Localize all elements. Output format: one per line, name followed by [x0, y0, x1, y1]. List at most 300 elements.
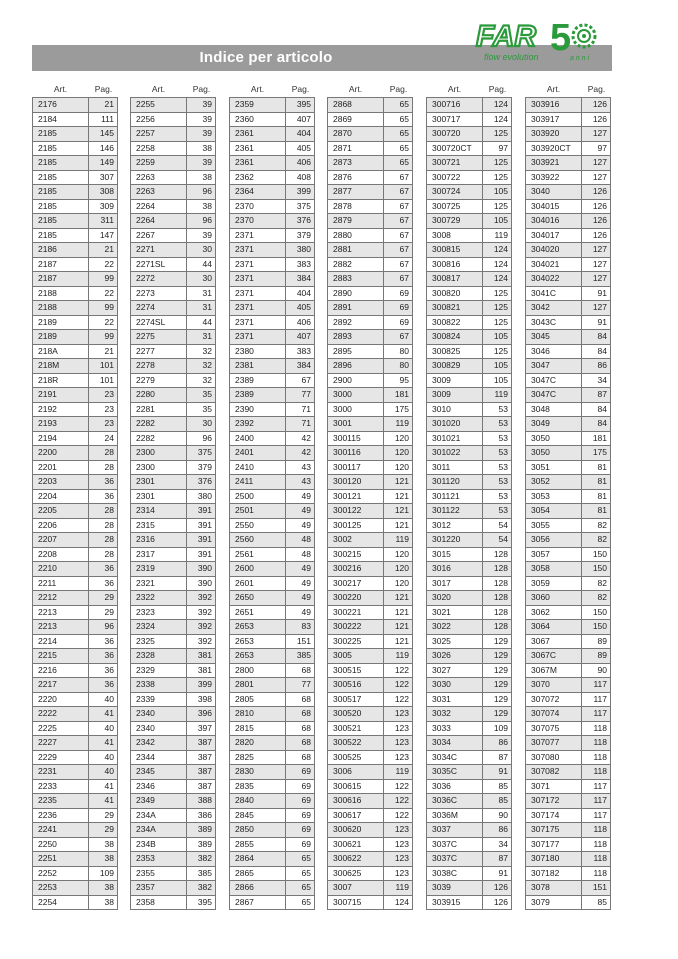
table-row	[526, 446, 610, 461]
table-row	[131, 171, 215, 186]
article-code: 2867	[230, 896, 286, 910]
article-code: 2893	[328, 330, 384, 344]
article-code: 2392	[230, 417, 286, 431]
table-row	[230, 606, 314, 621]
article-code: 300225	[328, 635, 384, 649]
page-number: 67	[399, 171, 409, 182]
page-number: 28	[104, 505, 114, 515]
table-row	[131, 475, 215, 490]
table-row	[230, 635, 314, 650]
article-code: 2323	[131, 606, 187, 620]
article-code: 300120	[328, 475, 384, 489]
table-row	[526, 185, 610, 200]
table-row	[33, 664, 117, 679]
page-number: 122	[394, 664, 409, 675]
page-number: 391	[197, 519, 212, 530]
table-row	[230, 127, 314, 142]
page-number: 125	[493, 128, 508, 138]
table-row	[328, 896, 412, 911]
table-row	[427, 707, 511, 722]
table-row	[427, 780, 511, 795]
table-row	[526, 620, 610, 635]
table-row	[33, 432, 117, 447]
page-number: 81	[597, 461, 607, 472]
page-number: 125	[493, 287, 508, 298]
page-number: 118	[593, 751, 607, 762]
table-row	[230, 200, 314, 215]
page-number: 309	[99, 200, 114, 211]
table-row	[427, 896, 511, 911]
article-code: 307075	[526, 722, 582, 736]
page-number: 71	[301, 418, 311, 428]
table-row	[328, 330, 412, 345]
page-number: 53	[498, 418, 508, 428]
table-row	[33, 388, 117, 403]
table-row	[427, 635, 511, 650]
table-row	[33, 533, 117, 548]
article-code: 2825	[230, 751, 286, 765]
table-row	[33, 229, 117, 244]
page-number: 119	[395, 534, 409, 544]
article-code: 2650	[230, 591, 286, 605]
article-code: 300821	[427, 301, 483, 315]
page-number: 28	[104, 519, 114, 530]
table-row	[328, 432, 412, 447]
page-number: 123	[394, 708, 409, 718]
page-number: 123	[394, 838, 409, 849]
table-row	[131, 490, 215, 505]
table-row	[33, 461, 117, 476]
table-row	[526, 780, 610, 795]
table-row	[328, 214, 412, 229]
page-number: 38	[104, 853, 114, 863]
table-row	[427, 127, 511, 142]
page-number: 383	[296, 345, 311, 356]
page-number: 69	[301, 795, 311, 805]
article-code: 2344	[131, 751, 187, 765]
page-number: 28	[104, 461, 114, 472]
article-code: 300717	[427, 113, 483, 127]
page-number: 38	[202, 200, 212, 211]
page-number: 40	[104, 693, 114, 704]
page-number: 41	[104, 780, 114, 791]
page-number: 392	[197, 592, 212, 602]
table-row	[33, 809, 117, 824]
page-number: 117	[593, 693, 607, 704]
page-number: 122	[394, 795, 409, 805]
page-number: 124	[493, 258, 508, 269]
table-row	[526, 736, 610, 751]
page-number: 28	[104, 534, 114, 544]
article-code: 307080	[526, 751, 582, 765]
article-code: 2201	[33, 461, 89, 475]
table-row	[131, 591, 215, 606]
article-code: 2381	[230, 359, 286, 373]
article-code: 300825	[427, 345, 483, 359]
table-row	[526, 678, 610, 693]
page-number: 308	[99, 186, 114, 196]
table-row	[131, 330, 215, 345]
article-code: 3070	[526, 678, 582, 692]
article-code: 2192	[33, 403, 89, 417]
page-number: 40	[104, 722, 114, 733]
article-code: 2870	[328, 127, 384, 141]
page-number: 68	[301, 664, 311, 675]
table-row	[526, 606, 610, 621]
table-row	[427, 316, 511, 331]
article-code: 300725	[427, 200, 483, 214]
article-code: 2256	[131, 113, 187, 127]
article-code: 2855	[230, 838, 286, 852]
article-code: 2185	[33, 127, 89, 141]
page-number: 307	[99, 171, 114, 182]
article-code: 2371	[230, 243, 286, 257]
page-number: 101	[99, 374, 114, 385]
page-number: 31	[202, 331, 212, 341]
article-code: 2340	[131, 722, 187, 736]
page-number: 124	[394, 896, 409, 907]
article-code: 3047	[526, 359, 582, 373]
table-row	[131, 142, 215, 157]
article-code: 2279	[131, 374, 187, 388]
table-row	[427, 504, 511, 519]
page-number: 77	[301, 389, 311, 399]
article-code: 2233	[33, 780, 89, 794]
table-row	[427, 258, 511, 273]
table-row	[230, 591, 314, 606]
table-row	[33, 765, 117, 780]
page-number: 128	[493, 548, 508, 559]
table-row	[328, 243, 412, 258]
page-number: 87	[498, 853, 508, 863]
table-row	[230, 98, 314, 113]
table-row	[427, 374, 511, 389]
table-row	[230, 823, 314, 838]
article-code: 300121	[328, 490, 384, 504]
article-code: 2328	[131, 649, 187, 663]
page-number: 120	[394, 548, 409, 559]
page-number: 49	[301, 577, 311, 588]
table-row	[427, 620, 511, 635]
table-row	[526, 852, 610, 867]
page-number: 29	[104, 824, 114, 834]
article-code: 2251	[33, 852, 89, 866]
table-row	[526, 388, 610, 403]
article-code: 2866	[230, 881, 286, 895]
article-code: 3047C	[526, 374, 582, 388]
far-logo	[474, 12, 614, 72]
table-row	[230, 417, 314, 432]
page-number: 82	[597, 534, 607, 544]
page-number: 383	[296, 258, 311, 269]
table-row	[230, 577, 314, 592]
article-code: 2213	[33, 606, 89, 620]
page-number: 117	[593, 795, 607, 805]
table-row	[526, 171, 610, 186]
page-number: 21	[104, 99, 114, 109]
article-code: 3026	[427, 649, 483, 663]
page-number: 125	[493, 345, 508, 356]
table-row	[328, 142, 412, 157]
article-code: 2346	[131, 780, 187, 794]
article-code: 3064	[526, 620, 582, 634]
page-number: 128	[493, 592, 508, 602]
page-number: 69	[399, 302, 409, 312]
table-row	[526, 548, 610, 563]
article-code: 300222	[328, 620, 384, 634]
article-code: 2176	[33, 98, 89, 112]
page-number: 390	[197, 563, 212, 573]
article-code: 2185	[33, 200, 89, 214]
table-row	[427, 272, 511, 287]
article-code: 300824	[427, 330, 483, 344]
article-code: 2361	[230, 127, 286, 141]
table-row	[131, 751, 215, 766]
table-row	[526, 229, 610, 244]
table-row	[328, 156, 412, 171]
article-code: 2873	[328, 156, 384, 170]
article-code: 301022	[427, 446, 483, 460]
table-row	[131, 200, 215, 215]
page-number: 22	[104, 287, 114, 298]
table-row	[33, 722, 117, 737]
table-row	[230, 359, 314, 374]
page-number: 67	[301, 374, 311, 385]
article-code: 2222	[33, 707, 89, 721]
article-code: 303921	[526, 156, 582, 170]
page-number: 30	[202, 244, 212, 254]
article-code: 3027	[427, 664, 483, 678]
page-number: 126	[592, 229, 607, 240]
article-code: 2370	[230, 214, 286, 228]
article-code: 2883	[328, 272, 384, 286]
table-row	[131, 345, 215, 360]
page-number: 375	[296, 200, 311, 211]
table-row	[328, 867, 412, 882]
page-number: 69	[301, 824, 311, 834]
article-code: 2204	[33, 490, 89, 504]
article-code: 301122	[427, 504, 483, 518]
table-row	[131, 461, 215, 476]
table-row	[526, 794, 610, 809]
article-code: 3038C	[427, 867, 483, 881]
page-number: 53	[498, 432, 508, 443]
article-code: 2259	[131, 156, 187, 170]
article-code: 2845	[230, 809, 286, 823]
article-code: 2300	[131, 461, 187, 475]
article-code: 234B	[131, 838, 187, 852]
table-row	[328, 591, 412, 606]
column-header	[229, 82, 315, 97]
table-row	[526, 359, 610, 374]
column-header	[525, 82, 611, 97]
table-row	[33, 780, 117, 795]
article-code: 2321	[131, 577, 187, 591]
article-code: 300716	[427, 98, 483, 112]
page-number: 384	[296, 360, 311, 370]
table-row	[328, 388, 412, 403]
page-number: 53	[498, 403, 508, 414]
article-code: 2277	[131, 345, 187, 359]
table-row	[33, 649, 117, 664]
article-code: 300116	[328, 446, 384, 460]
table-row	[427, 417, 511, 432]
page-number: 68	[301, 693, 311, 704]
article-code: 2879	[328, 214, 384, 228]
table-row	[526, 113, 610, 128]
table-row	[131, 693, 215, 708]
table-row	[526, 881, 610, 896]
article-code: 2896	[328, 359, 384, 373]
page-number: 31	[202, 287, 212, 298]
page-number: 382	[197, 882, 212, 892]
page-number: 391	[197, 505, 212, 515]
page-number: 39	[202, 157, 212, 167]
table-row	[230, 838, 314, 853]
page-number: 41	[104, 708, 114, 718]
table-row	[427, 345, 511, 360]
page-number: 386	[197, 809, 212, 820]
article-code: 2865	[230, 867, 286, 881]
page-number: 385	[296, 650, 311, 660]
page-number: 175	[394, 403, 409, 414]
table-row	[526, 316, 610, 331]
page-number: 21	[104, 244, 114, 254]
page-number: 30	[202, 418, 212, 428]
article-code: 2353	[131, 852, 187, 866]
table-row	[33, 287, 117, 302]
page-number: 22	[104, 258, 114, 269]
page-number: 117	[593, 708, 607, 718]
page-number: 22	[104, 316, 114, 327]
table-row	[33, 852, 117, 867]
article-code: 300720	[427, 127, 483, 141]
article-code: 303920	[526, 127, 582, 141]
article-code: 2185	[33, 142, 89, 156]
page-number: 91	[597, 287, 607, 298]
article-code: 2264	[131, 214, 187, 228]
table-row	[230, 867, 314, 882]
page-number: 35	[202, 403, 212, 414]
page-number: 128	[493, 563, 508, 573]
article-code: 3009	[427, 374, 483, 388]
table-row	[33, 635, 117, 650]
page-number: 181	[394, 389, 409, 399]
page-number: 117	[593, 809, 607, 820]
page-number: 49	[301, 505, 311, 515]
page-number: 36	[104, 476, 114, 486]
page-number: 96	[202, 215, 212, 225]
table-row	[328, 446, 412, 461]
table-row	[131, 664, 215, 679]
table-row	[230, 272, 314, 287]
table-row	[33, 403, 117, 418]
article-code: 2229	[33, 751, 89, 765]
article-code: 2227	[33, 736, 89, 750]
table-row	[427, 519, 511, 534]
article-code: 3037C	[427, 838, 483, 852]
article-code: 2324	[131, 620, 187, 634]
page-number: 23	[104, 418, 114, 428]
page-number: 124	[493, 99, 508, 109]
page-number: 405	[296, 302, 311, 312]
table-row	[131, 809, 215, 824]
table-row	[427, 185, 511, 200]
article-code: 2189	[33, 330, 89, 344]
index-column	[525, 82, 611, 910]
table-row	[427, 765, 511, 780]
table-row	[131, 519, 215, 534]
table-row	[33, 577, 117, 592]
table-row	[427, 475, 511, 490]
page-number: 95	[399, 374, 409, 385]
article-code: 2235	[33, 794, 89, 808]
article-code: 2835	[230, 780, 286, 794]
table-row	[526, 519, 610, 534]
page-number: 124	[493, 113, 508, 124]
page-number: 129	[493, 693, 508, 704]
table-row	[427, 678, 511, 693]
table-row	[328, 562, 412, 577]
logo-anni: a n n i	[570, 55, 590, 62]
page-number: 97	[597, 142, 607, 153]
article-code: 2653	[230, 620, 286, 634]
table-row	[33, 156, 117, 171]
table-row	[526, 127, 610, 142]
article-code: 2275	[131, 330, 187, 344]
page-number: 49	[301, 563, 311, 573]
page-number: 39	[202, 113, 212, 124]
article-code: 3010	[427, 403, 483, 417]
table-row	[427, 113, 511, 128]
page-number: 36	[104, 664, 114, 675]
article-code: 3016	[427, 562, 483, 576]
page-number: 121	[394, 490, 409, 501]
index-column	[327, 82, 413, 910]
article-code: 300622	[328, 852, 384, 866]
page-number: 126	[493, 882, 508, 892]
table-row	[131, 127, 215, 142]
page-number: 96	[202, 432, 212, 443]
page-number: 28	[104, 548, 114, 559]
table-row	[33, 519, 117, 534]
article-code: 3002	[328, 533, 384, 547]
page-number: 84	[597, 418, 607, 428]
table-row	[33, 214, 117, 229]
table-row	[328, 722, 412, 737]
article-code: 3053	[526, 490, 582, 504]
table-row	[427, 301, 511, 316]
article-code: 300625	[328, 867, 384, 881]
page-number: 129	[493, 635, 508, 646]
article-code: 2271	[131, 243, 187, 257]
article-code: 3060	[526, 591, 582, 605]
table-row	[526, 577, 610, 592]
header-art: Art.	[151, 84, 166, 94]
page-number: 53	[498, 476, 508, 486]
table-row	[328, 751, 412, 766]
page-number: 125	[493, 302, 508, 312]
index-table	[327, 97, 413, 910]
article-code: 2185	[33, 214, 89, 228]
article-code: 3067M	[526, 664, 582, 678]
article-code: 3055	[526, 519, 582, 533]
page-number: 105	[493, 374, 508, 385]
article-code: 304015	[526, 200, 582, 214]
article-code: 2891	[328, 301, 384, 315]
article-code: 3042	[526, 301, 582, 315]
table-row	[230, 533, 314, 548]
